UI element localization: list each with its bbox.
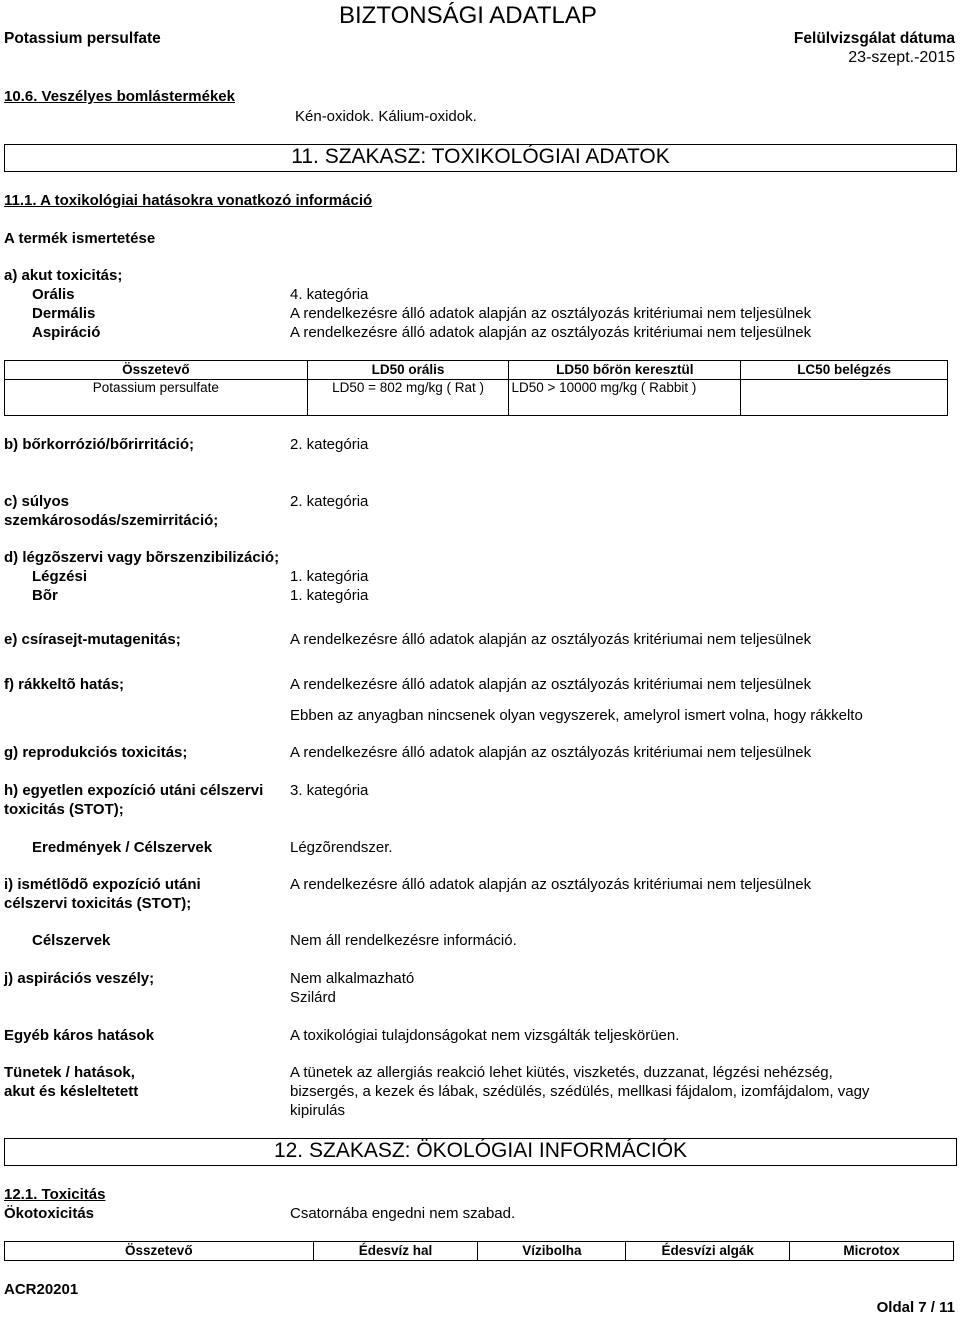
table-header: Összetevő [5, 361, 308, 380]
table-cell: LD50 > 10000 mg/kg ( Rabbit ) [509, 380, 741, 416]
table-cell [741, 380, 948, 416]
eye-damage-label-2: szemkárosodás/szemirritáció; [4, 512, 219, 529]
table-header-row [5, 1242, 954, 1261]
table-row [5, 380, 948, 416]
table-header-row [5, 361, 948, 380]
section-11-title: 11. SZAKASZ: TOXIKOLÓGIAI ADATOK [291, 145, 670, 168]
section-10-6-heading: 10.6. Veszélyes bomlástermékek [4, 88, 235, 105]
revision-date: 23-szept.-2015 [848, 49, 955, 66]
table-header: Édesvízi algák [626, 1242, 790, 1261]
section-11-1-heading: 11.1. A toxikológiai hatásokra vonatkozó információ [4, 192, 373, 209]
stot-single-label-1: h) egyetlen expozíció utáni célszervi [4, 782, 264, 799]
table-header: LD50 orális [307, 361, 509, 380]
eye-damage-label-1: c) súlyos [4, 493, 70, 510]
skin-corrosion-value: 2. kategória [290, 436, 369, 453]
stot-repeated-label-2: célszervi toxicitás (STOT); [4, 895, 192, 912]
ecotoxicity-value: Csatornába engedni nem szabad. [290, 1205, 516, 1222]
acute-dermal-value: A rendelkezésre álló adatok alapján az osztályozás kritériumai nem teljesülnek [290, 305, 812, 322]
table-header: LD50 bőrön keresztül [509, 361, 741, 380]
results-value: Légzõrendszer. [290, 839, 393, 856]
acute-aspiration-label: Aspiráció [32, 324, 101, 341]
symptoms-label-2: akut és késleltetett [4, 1083, 139, 1100]
section-11-banner [4, 144, 957, 172]
symptoms-line-3: kipirulás [290, 1102, 346, 1119]
carcinogenicity-note: Ebben az anyagban nincsenek olyan vegyszerek, amelyrol ismert volna, hogy rákkelto [290, 707, 863, 724]
mutagenicity-value: A rendelkezésre álló adatok alapján az osztályozás kritériumai nem teljesülnek [290, 631, 812, 648]
symptoms-line-1: A tünetek az allergiás reakció lehet kiütés, viszketés, duzzanat, légzési nehézség, [290, 1064, 833, 1081]
respiratory-value: 1. kategória [290, 568, 369, 585]
table-cell: LD50 = 802 mg/kg ( Rat ) [307, 380, 509, 416]
stot-repeated-label-1: i) ismétlõdõ expozíció utáni [4, 876, 201, 893]
revision-label: Felülvizsgálat dátuma [793, 30, 955, 47]
table-cell: Potassium persulfate [5, 380, 308, 416]
aspiration-hazard-label: j) aspirációs veszély; [4, 970, 155, 987]
other-effects-value: A toxikológiai tulajdonságokat nem vizsgálták teljeskörüen. [290, 1027, 680, 1044]
document-code: ACR20201 [4, 1281, 79, 1298]
table-header: Vízibolha [478, 1242, 626, 1261]
stot-single-value: 3. kategória [290, 782, 369, 799]
skin-value: 1. kategória [290, 587, 369, 604]
skin-corrosion-label: b) bőrkorrózió/bőrirritáció; [4, 436, 195, 453]
document-title: BIZTONSÁGI ADATLAP [339, 2, 597, 29]
target-organs-label: Célszervek [32, 932, 111, 949]
acute-oral-label: Orális [32, 286, 75, 303]
stot-repeated-value: A rendelkezésre álló adatok alapján az osztályozás kritériumai nem teljesülnek [290, 876, 812, 893]
acute-oral-value: 4. kategória [290, 286, 369, 303]
carcinogenicity-value: A rendelkezésre álló adatok alapján az osztályozás kritériumai nem teljesülnek [290, 676, 812, 693]
skin-label: Bõr [32, 587, 58, 604]
acute-aspiration-value: A rendelkezésre álló adatok alapján az osztályozás kritériumai nem teljesülnek [290, 324, 812, 341]
product-description-heading: A termék ismertetése [4, 230, 156, 247]
decomposition-products: Kén-oxidok. Kálium-oxidok. [295, 108, 477, 125]
mutagenicity-label: e) csírasejt-mutagenitás; [4, 631, 181, 648]
ecotoxicity-label: Ökotoxicitás [4, 1205, 95, 1222]
target-organs-value: Nem áll rendelkezésre információ. [290, 932, 517, 949]
table-header: LC50 belégzés [741, 361, 948, 380]
respiratory-label: Légzési [32, 568, 88, 585]
carcinogenicity-label: f) rákkeltõ hatás; [4, 676, 125, 693]
table-header: Édesvíz hal [313, 1242, 478, 1261]
stot-single-label-2: toxicitás (STOT); [4, 801, 124, 818]
other-effects-label: Egyéb káros hatások [4, 1027, 155, 1044]
table-header: Microtox [790, 1242, 954, 1261]
eye-damage-value: 2. kategória [290, 493, 369, 510]
acute-dermal-label: Dermális [32, 305, 96, 322]
physical-state-value: Szilárd [290, 989, 336, 1006]
table-header: Összetevő [5, 1242, 314, 1261]
aspiration-hazard-value: Nem alkalmazható [290, 970, 415, 987]
symptoms-line-2: bizsergés, a kezek és lábak, szédülés, szédülés, mellkasi fájdalom, izomfájdalom, vagy [290, 1083, 870, 1100]
section-12-1-heading: 12.1. Toxicitás [4, 1186, 106, 1203]
ld50-table [4, 360, 948, 416]
ecotoxicity-table [4, 1241, 954, 1261]
product-name: Potassium persulfate [4, 30, 161, 47]
symptoms-label-1: Tünetek / hatások, [4, 1064, 135, 1081]
reproductive-label: g) reprodukciós toxicitás; [4, 744, 188, 761]
sensitization-heading: d) légzõszervi vagy bõrszenzibilizáció; [4, 549, 280, 566]
section-12-title: 12. SZAKASZ: ÖKOLÓGIAI INFORMÁCIÓK [273, 1139, 688, 1162]
results-label: Eredmények / Célszervek [32, 839, 213, 856]
acute-toxicity-heading: a) akut toxicitás; [4, 267, 123, 284]
section-12-banner [4, 1138, 957, 1166]
reproductive-value: A rendelkezésre álló adatok alapján az osztályozás kritériumai nem teljesülnek [290, 744, 812, 761]
page-number: Oldal 7 / 11 [876, 1299, 955, 1316]
